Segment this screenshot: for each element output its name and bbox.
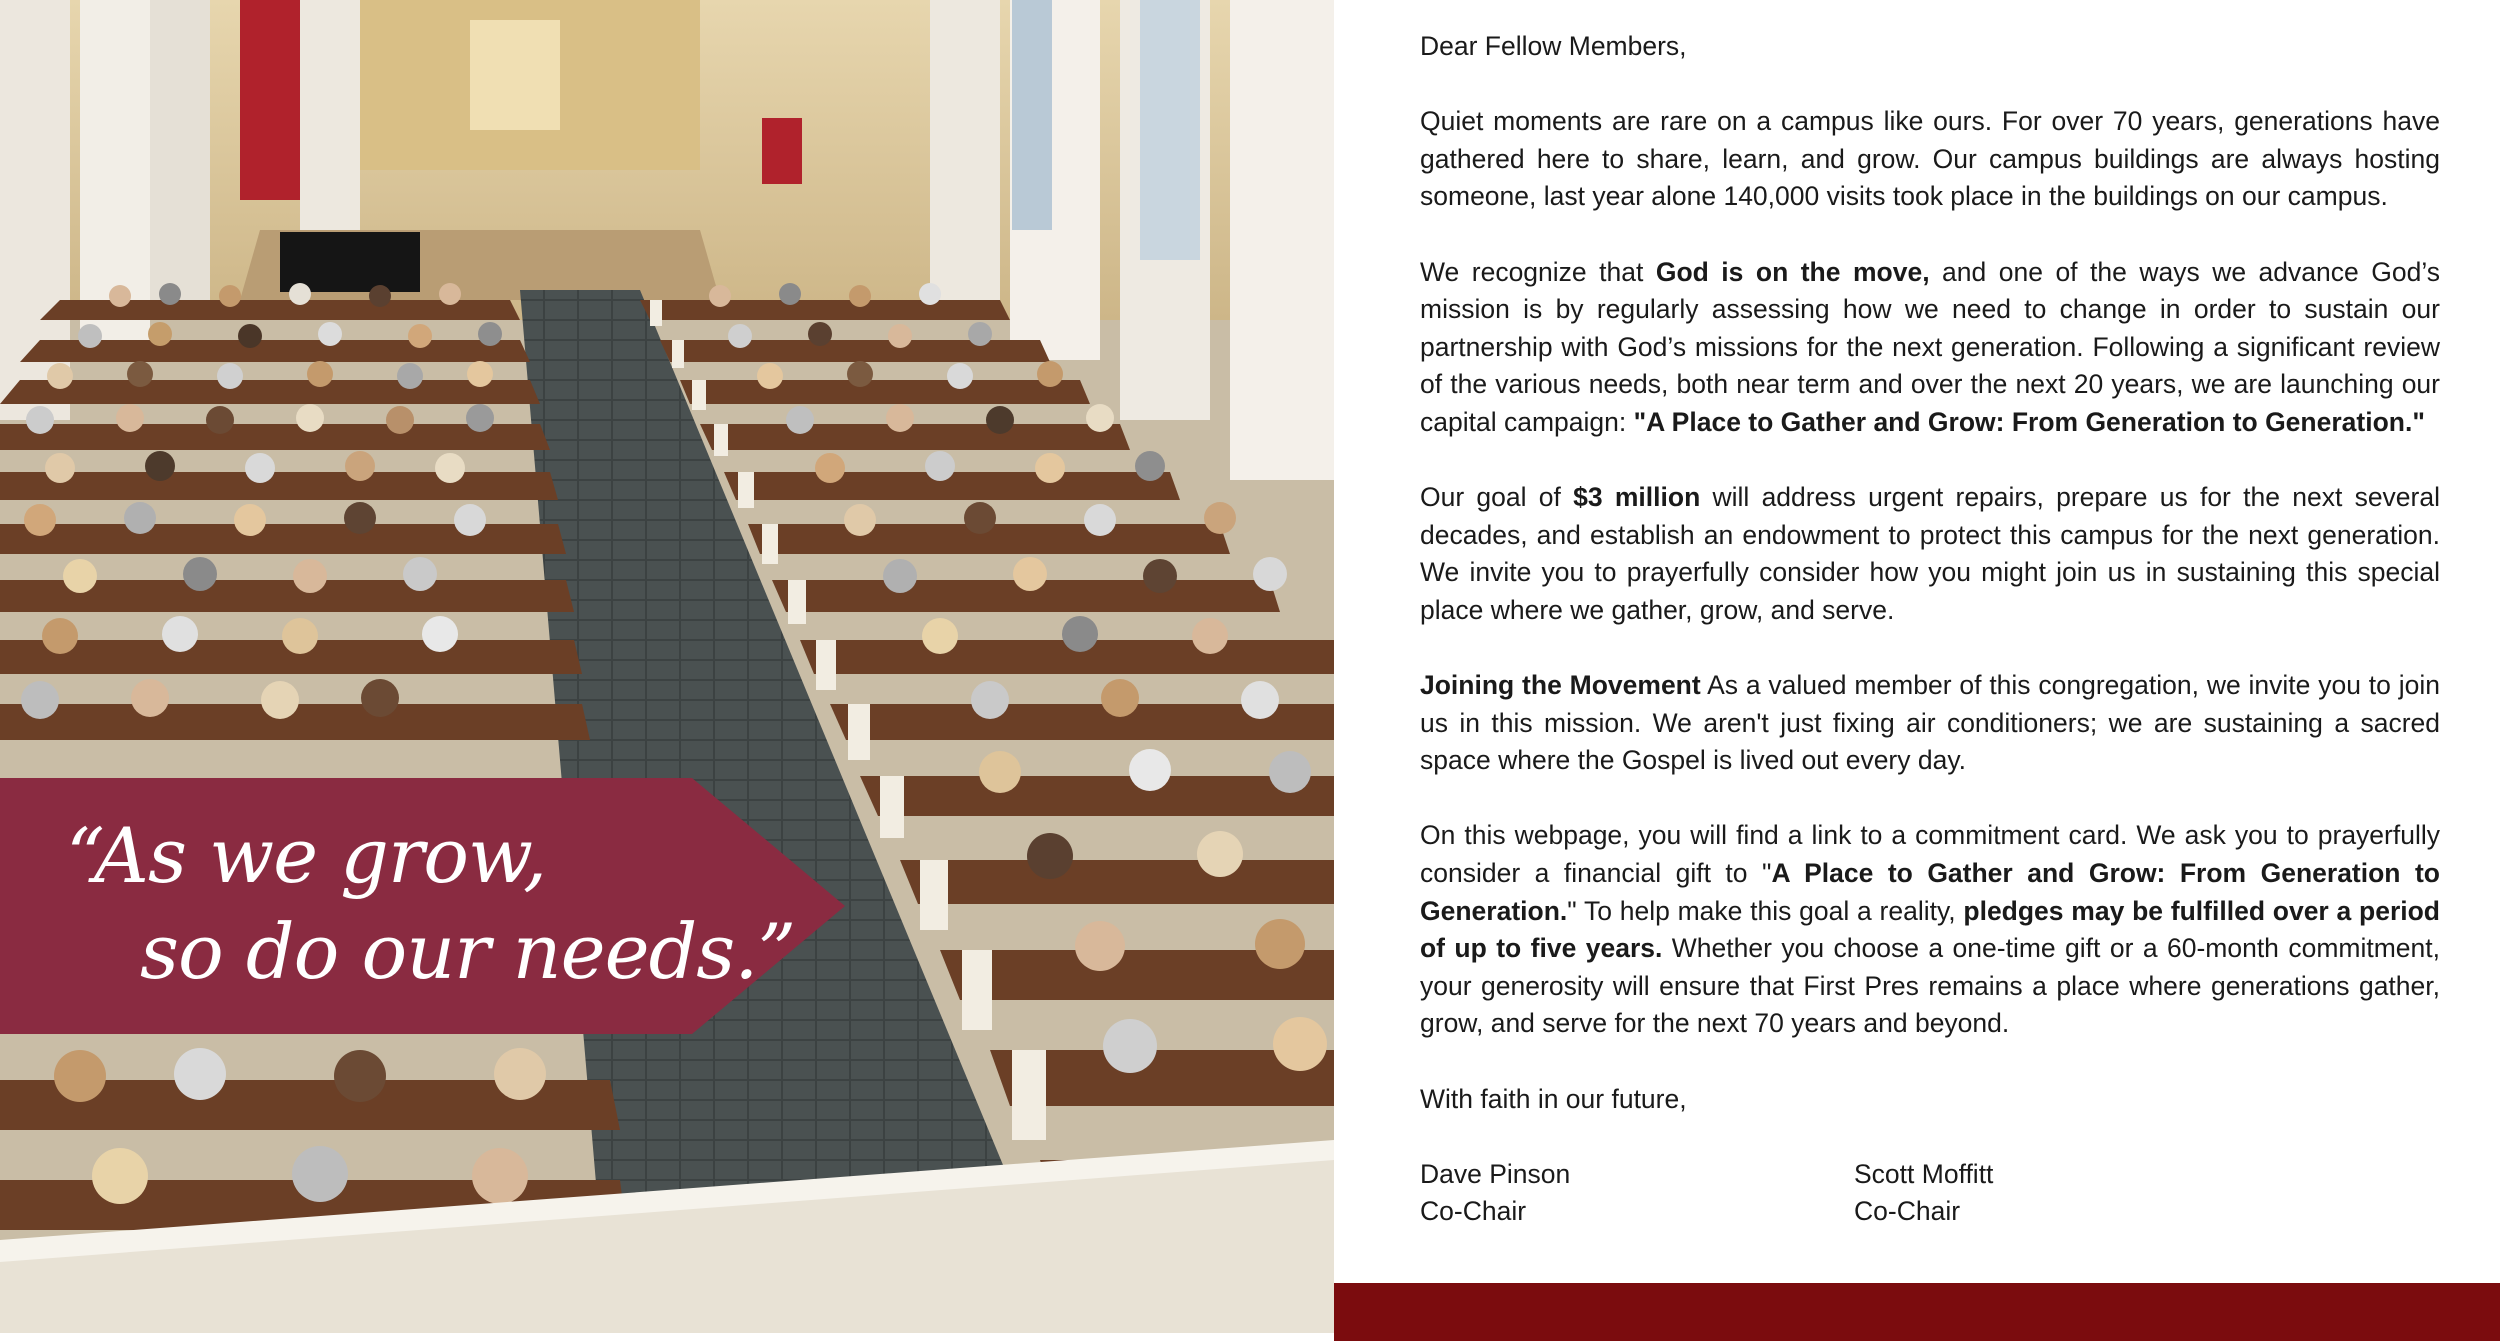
paragraph-movement xyxy=(1420,667,2440,780)
p3-text-c: will address urgent repairs, prepare us for the next several decades, and establish an endowment to protect this campus for the next generation. We invite you to prayerfully consider how you might join us in sustaining this special place where we gather, grow, and serve. xyxy=(1420,482,2440,625)
p4-heading: Joining the Movement xyxy=(1420,670,1701,701)
p2-emphasis-move: God is on the move, xyxy=(1655,256,1930,287)
paragraph-mission xyxy=(1420,254,2440,442)
paragraph-goal xyxy=(1420,479,2440,629)
p2-text-c: and one of the ways we advance God’s mission is by regularly assessing how we need to change in order to sustain our partnership with God’s missions for the next generation. Following a significant review of the various needs, both near term and over the next 20 years, we are launching our capital campaign: xyxy=(1420,256,2440,437)
p5-pledge-terms: pledges may be fulfilled over a period of up to five years. xyxy=(1420,895,2440,964)
greeting: Dear Fellow Members, xyxy=(1420,31,1687,61)
p5-text-c: " To help make this goal a reality, xyxy=(1567,895,1964,926)
paragraph-commitment xyxy=(1420,817,2440,1043)
p4-text: As a valued member of this congregation, we invite you to join us in this mission. We aren't just fixing air conditioners; we are sustaining a sacred space where the Gospel is lived out every day. xyxy=(1420,670,2440,776)
p3-text-a: Our goal of xyxy=(1420,482,1574,513)
closing: With faith in our future, xyxy=(1420,1083,1687,1114)
p5-text-e: Whether you choose a one-time gift or a 60-month commitment, your generosity will ensure that First Pres remains a place where generations gather, grow, and serve for the next 70 years and beyond. xyxy=(1420,933,2441,1039)
p5-text-a: On this webpage, you will find a link to a commitment card. We ask you to prayerfully consider a financial gift to " xyxy=(1420,820,2440,889)
p2-campaign-name: "A Place to Gather and Grow: From Generation to Generation." xyxy=(1633,406,2425,437)
signature-names xyxy=(1420,1156,2440,1194)
quote-line-2: so do our needs.” xyxy=(140,907,796,996)
signer-1-name: Dave Pinson xyxy=(1420,1158,1571,1189)
signature-titles xyxy=(1420,1193,2440,1231)
letter-body xyxy=(1420,28,2440,1231)
paragraph-history: Quiet moments are rare on a campus like ours. For over 70 years, generations have gathered here to share, learn, and grow. Our campus buildings are always hosting someone, last year alone 140,000 visits took place in the buildings on our campus. xyxy=(1420,106,2440,212)
quote-line-1: “As we grow, xyxy=(66,811,547,900)
p3-goal-amount: $3 million xyxy=(1573,482,1701,513)
p2-text-a: We recognize that xyxy=(1420,256,1656,287)
footer-color-bar xyxy=(1334,1283,2500,1341)
p5-campaign-name: A Place to Gather and Grow: From Generation to Generation. xyxy=(1420,858,2440,926)
signer-2-name: Scott Moffitt xyxy=(1854,1158,1994,1189)
signer-1-title: Co-Chair xyxy=(1420,1196,1527,1227)
quote-banner xyxy=(0,778,845,1034)
signer-2-title: Co-Chair xyxy=(1854,1196,1961,1227)
